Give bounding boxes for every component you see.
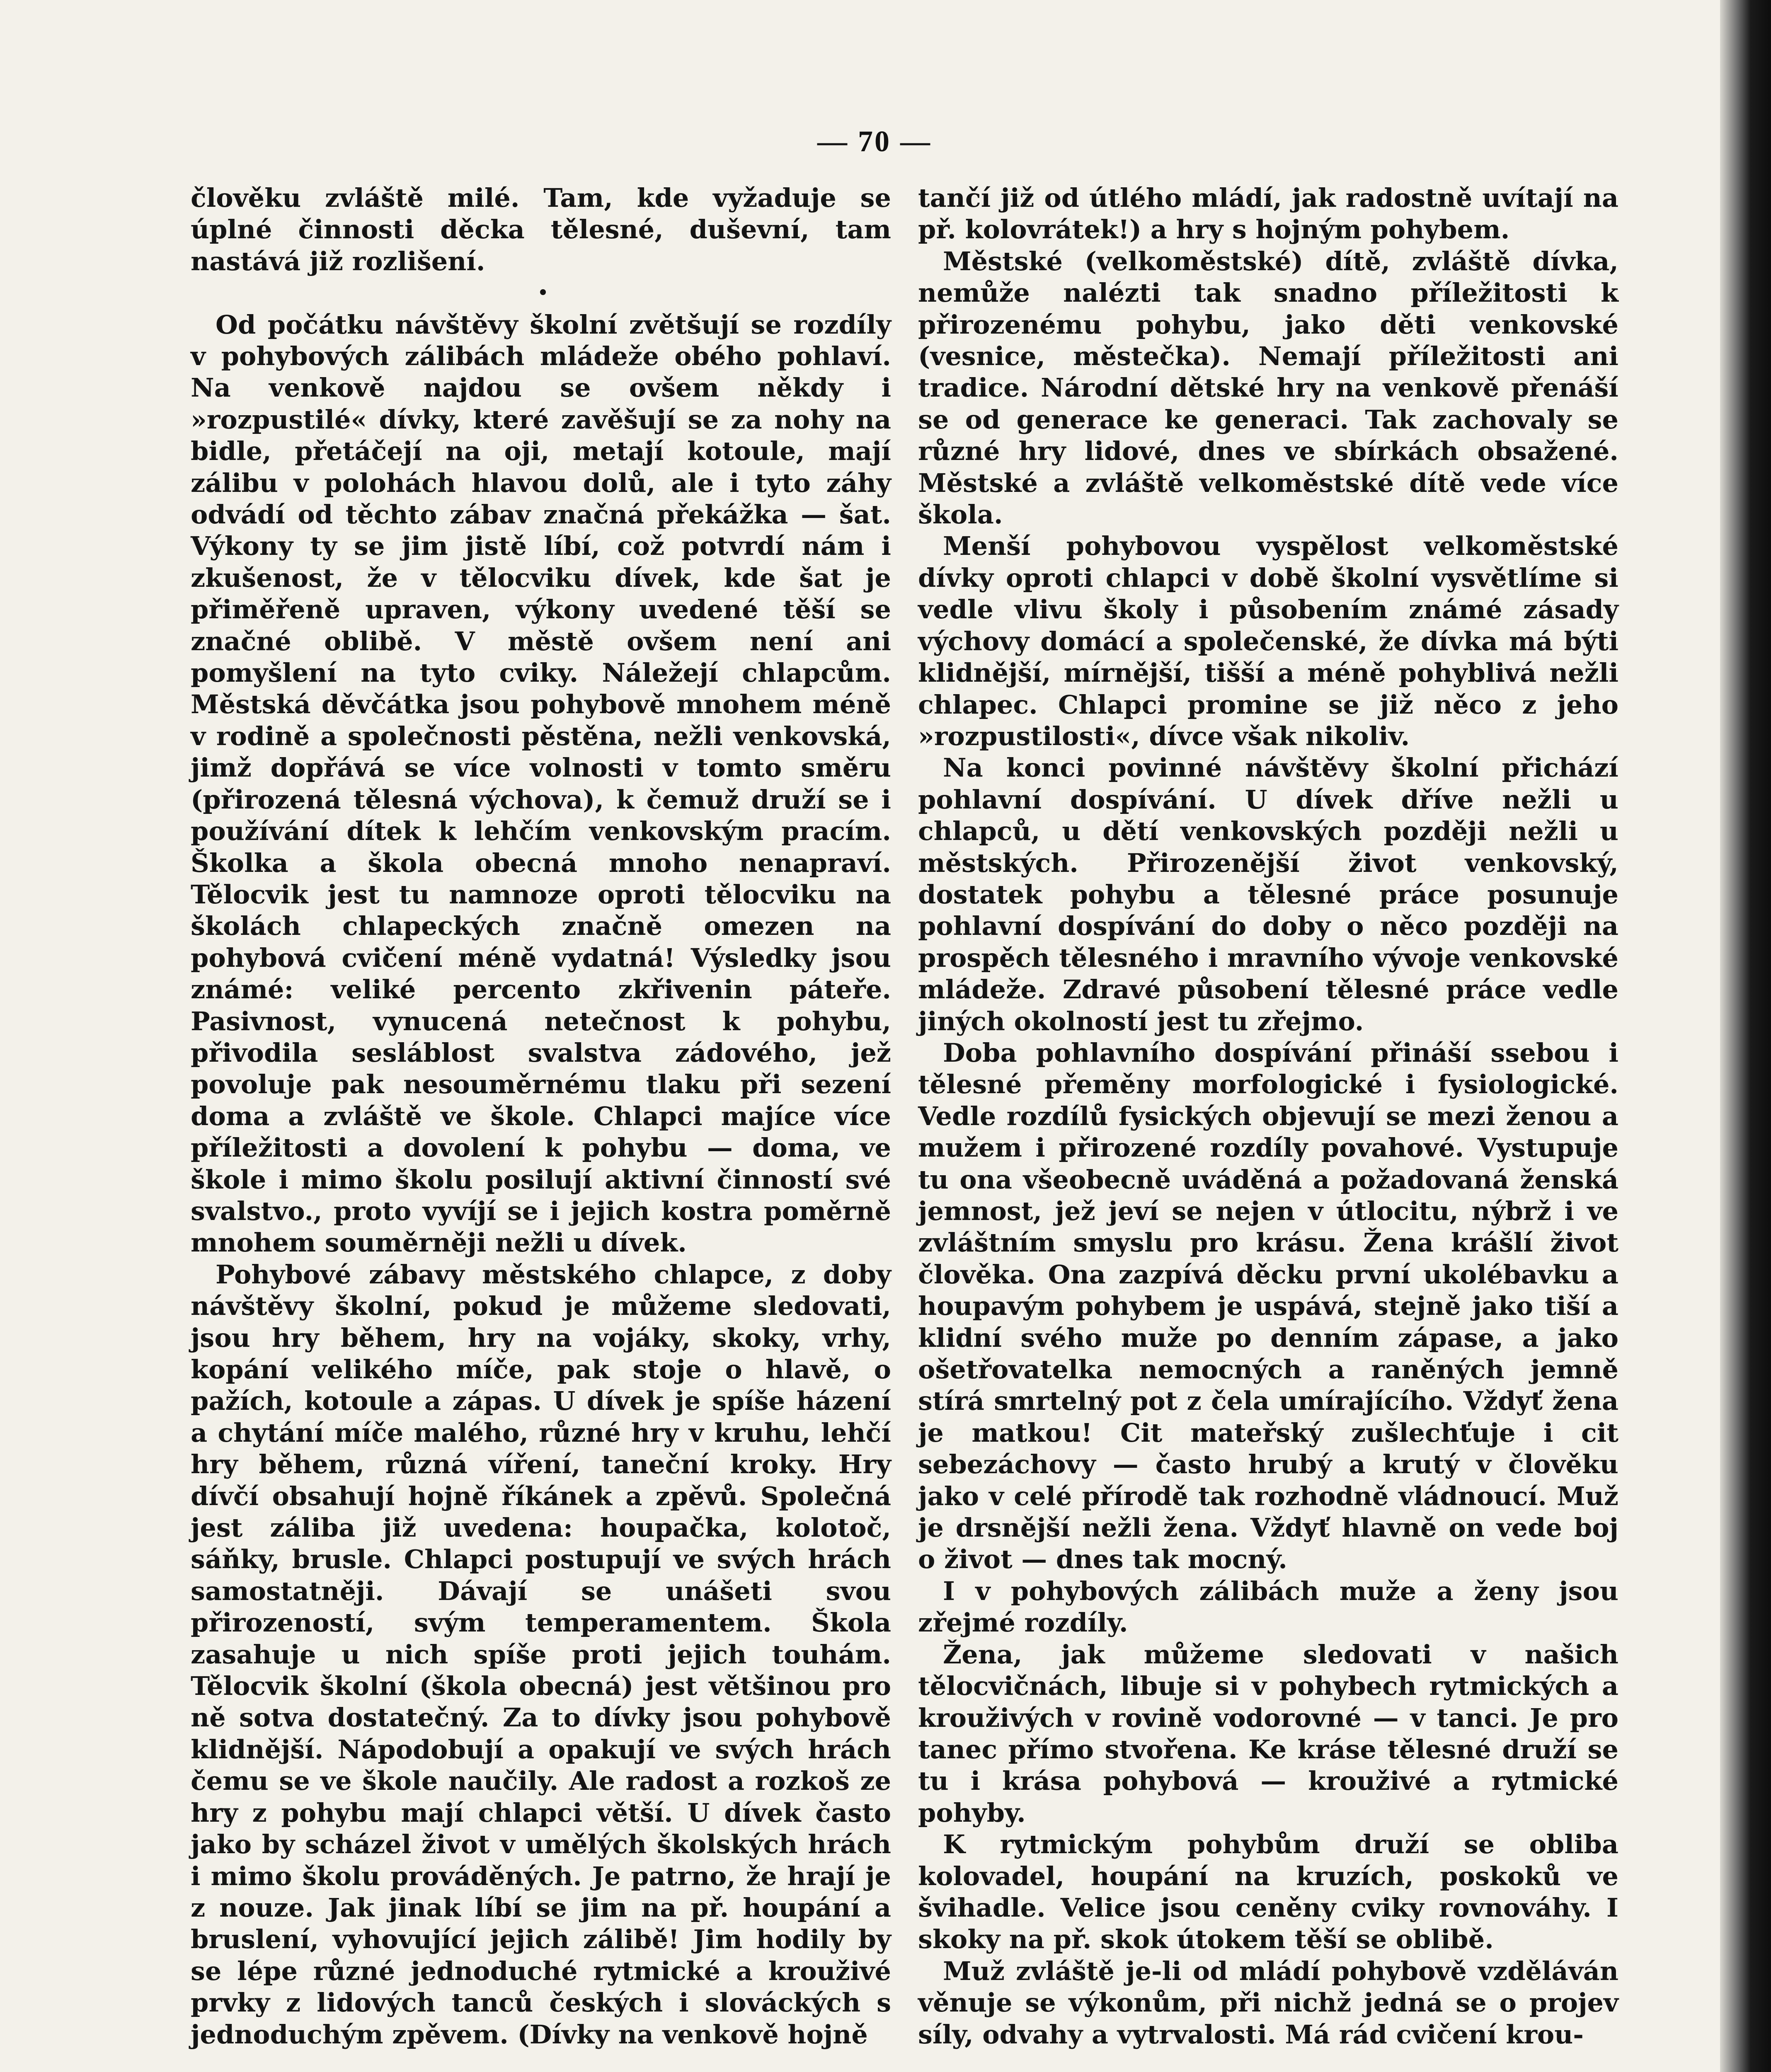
paragraph: Od počátku návštěvy školní zvětšují se rozdíly v pohybových zálibách mládeže obého pohlaví. Na venkově najdou se ovšem někdy i »rozpustilé« dívky, které zavěšují se za nohy na bidle, přetáčejí na oji, metají kotoule, mají zálibu v polohách hlavou dolů, ale i tyto záhy odvádí od těchto zábav značná překážka — šat. Výkony ty se jim jistě líbí, což potvrdí nám i zkušenost, že v tělocviku dívek, kde šat je přiměřeně upraven, výkony uvedené těší se značné oblibě. V městě ovšem není ani pomyšlení na tyto cviky. Náležejí chlapcům. Městská děvčátka jsou pohybově mnohem méně v rodině a společnosti pěstěna, nežli venkovská, jimž dopřává se více volnosti v tomto směru (přirozená tělesná výchova), k čemuž druží se i používání dítek k lehčím venkovským pracím. Školka a škola obecná mnoho nenapraví. Tělocvik jest tu namnoze oproti tělocviku na školách chlapeckých značně omezen na pohybová cvičení méně vydatná! Výsledky jsou známé: veliké percento zkřivenin páteře. Pasivnost, vynucená netečnost k pohybu, přivodila sesláblost svalstva zádového, jež povoluje pak nesouměrnému tlaku při sezení doma a zvláště ve škole. Chlapci majíce více příležitosti a dovolení k pohybu — doma, ve škole i mimo školu posilují aktivní činností své svalstvo., proto vyvíjí se i jejich kostra poměrně mnohem souměrněji nežli u dívek. [191,309,891,1258]
paragraph: K rytmickým pohybům druží se obliba kolovadel, houpání na kruzích, poskoků ve švihadle. Velice jsou ceněny cviky rovnováhy. I skoky na př. skok útokem těší se oblibě. [918,1829,1618,1955]
paragraph: Na konci povinné návštěvy školní přichází pohlavní dospívání. U dívek dříve nežli u chlapců, u dětí venkovských později nežli u městských. Přirozenější život venkovský, dostatek pohybu a tělesné práce posunuje pohlavní dospívání do doby o něco později na prospěch tělesného i mravního vývoje venkovské mládeže. Zdravé působení tělesné práce vedle jiných okolností jest tu zřejmo. [918,753,1618,1036]
paragraph: Městské (velkoměstské) dítě, zvláště dívka, nemůže nalézti tak snadno příležitosti k přirozenému pohybu, jako děti venkovské (vesnice, městečka). Nemají příležitosti ani tradice. Národní dětské hry na venkově přenáší se od generace ke generaci. Tak zachovaly se různé hry lidové, dnes ve sbírkách obsažené. Městské a zvláště velkoměstské dítě vede více škola. [918,246,1618,530]
paragraph: Muž zvláště je-li od mládí pohybově vzděláván věnuje se výkonům, při nichž jedná se o projev síly, odvahy a vytrvalosti. Má rád cvičení krou- [918,1956,1618,2050]
right-column [918,182,1618,2050]
paragraph: Menší pohybovou vyspělost velkoměstské dívky oproti chlapci v době školní vysvětlíme si vedle vlivu školy i působením známé zásady výchovy domácí a společenské, že dívka má býti klidnější, mírnější, tišší a méně pohyblivá nežli chlapec. Chlapci promine se již něco z jeho »rozpustilosti«, dívce však nikoliv. [918,531,1618,751]
paragraph: člověku zvláště milé. Tam, kde vyžaduje se úplné činnosti děcka tělesné, duševní, tam nastává již rozlišení. [191,183,891,276]
paragraph: I v pohybových zálibách muže a ženy jsou zřejmé rozdíly. [918,1576,1618,1638]
paragraph: tančí již od útlého mládí, jak radostně uvítají na př. kolovrátek!) a hry s hojným pohybem. [918,183,1618,245]
paragraph: Žena, jak můžeme sledovati v našich tělocvičnách, libuje si v pohybech rytmických a krouživých v rovině vodorovné — v tanci. Je pro tanec přímo stvořena. Ke kráse tělesné druží se tu i krása pohybová — krouživé a rytmické pohyby. [918,1639,1618,1828]
page-number: — 70 — [817,125,932,158]
scan-edge-shadow [1720,0,1771,2072]
left-column [191,182,891,2050]
paragraph: Pohybové zábavy městského chlapce, z doby návštěvy školní, pokud je můžeme sledovati, jsou hry během, hry na vojáky, skoky, vrhy, kopání velikého míče, pak stoje o hlavě, o pažích, kotoule a zápas. U dívek je spíše házení a chytání míče malého, různé hry v kruhu, lehčí hry během, různá víření, taneční kroky. Hry dívčí obsahují hojně říkánek a zpěvů. Společná jest záliba již uvedena: houpačka, kolotoč, sáňky, brusle. Chlapci postupují ve svých hrách samostatněji. Dávají se unášeti svou přirozeností, svým temperamentem. Škola zasahuje u nich spíše proti jejich touhám. Tělocvik školní (škola obecná) jest většinou pro ně sotva dostatečný. Za to dívky jsou pohybově klidnější. Nápodobují a opakují ve svých hrách čemu se ve škole naučily. Ale radost a rozkoš ze hry z pohybu mají chlapci větší. U dívek často jako by scházel život v umělých školských hrách i mimo školu prováděných. Je patrno, že hrají je z nouze. Jak jinak líbí se jim na př. houpání a bruslení, vyhovující jejich zálibě! Jim hodily by se lépe různé jednoduché rytmické a krouživé prvky z lidových tanců českých i slováckých s jednoduchým zpěvem. (Dívky na venkově hojně [191,1259,891,2050]
paragraph: Doba pohlavního dospívání přináší ssebou i tělesné přeměny morfologické i fysiologické. Vedle rozdílů fysických objevují se mezi ženou a mužem i přirozené rozdíly povahové. Vystupuje tu ona všeobecně uváděná a požadovaná ženská jemnost, jež jeví se nejen v útlocitu, nýbrž i ve zvláštním smyslu pro krásu. Žena krášlí život člověka. Ona zazpívá děcku první ukolébavku a houpavým pohybem je uspává, stejně jako tiší a klidní svého muže po denním zápase, a jako ošetřovatelka nemocných a raněných jemně stírá smrtelný pot z čela umírajícího. Vždyť žena je matkou! Cit mateřský zušlechťuje i cit sebezáchovy — často hrubý a krutý v člověku jako v celé přírodě tak rozhodně vládnoucí. Muž je drsnější nežli žena. Vždyť hlavně on vede boj o život — dnes tak mocný. [918,1037,1618,1575]
section-ornament: • [538,283,548,303]
